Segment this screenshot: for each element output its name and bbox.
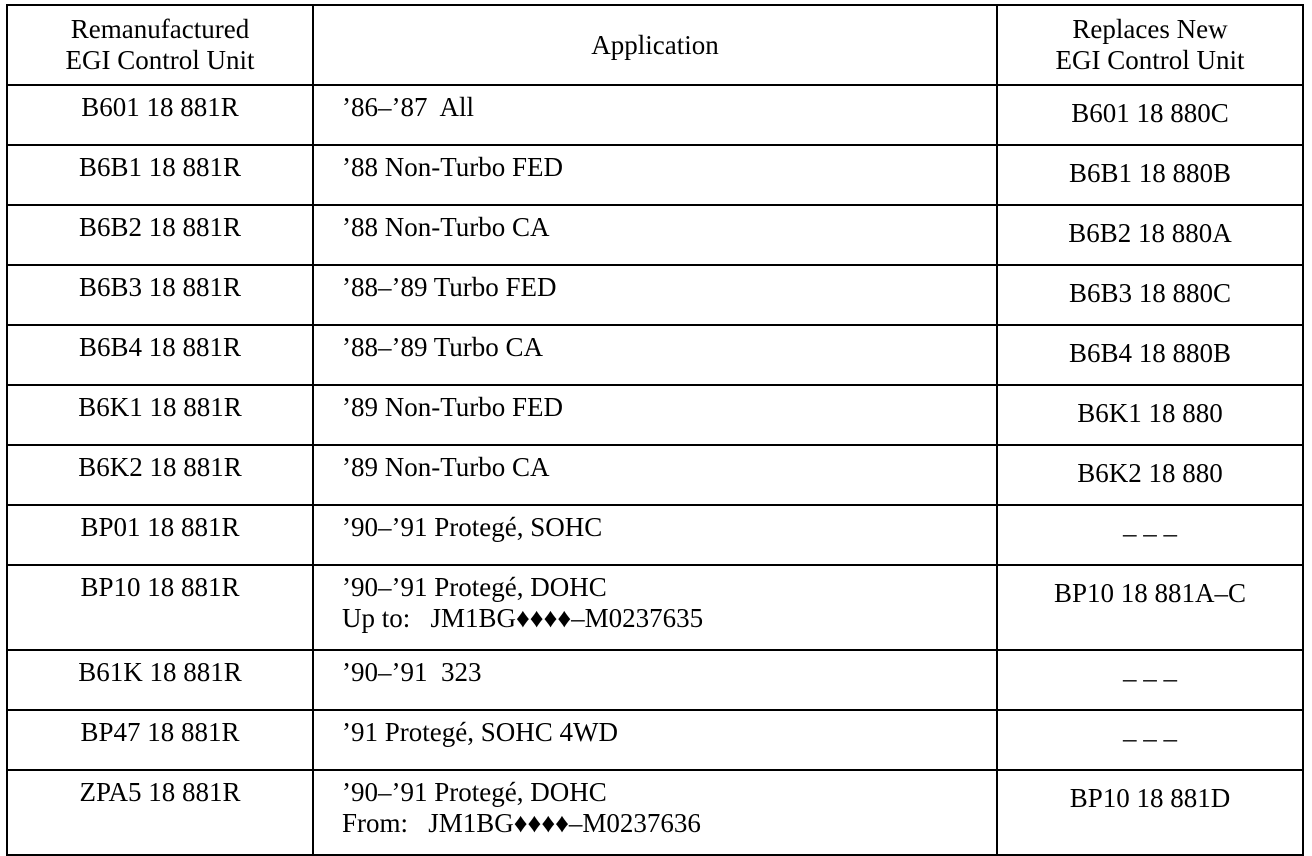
part-number-cell: ZPA5 18 881R xyxy=(7,770,313,855)
replaces-cell: B6B2 18 880A xyxy=(997,205,1303,265)
table-row xyxy=(7,385,1303,445)
replaces-cell: B6K2 18 880 xyxy=(997,445,1303,505)
application-line: ’88–’89 Turbo FED xyxy=(342,272,557,302)
header-replaces-line-2: EGI Control Unit xyxy=(1055,45,1245,75)
part-number-cell: BP10 18 881R xyxy=(7,565,313,650)
part-number-cell: B6B3 18 881R xyxy=(7,265,313,325)
replaces-cell: – – – xyxy=(997,710,1303,770)
replaces-cell: B601 18 880C xyxy=(997,85,1303,145)
application-cell xyxy=(313,505,997,565)
application-vin-range-line: From: JM1BG♦♦♦♦–M0237636 xyxy=(342,808,701,838)
application-line: ’91 Protegé, SOHC 4WD xyxy=(342,717,618,747)
replaces-cell: B6B4 18 880B xyxy=(997,325,1303,385)
application-cell xyxy=(313,650,997,710)
application-line: ’90–’91 Protegé, DOHC xyxy=(342,572,607,602)
replaces-cell: BP10 18 881D xyxy=(997,770,1303,855)
part-number-cell: B601 18 881R xyxy=(7,85,313,145)
part-number-cell: B61K 18 881R xyxy=(7,650,313,710)
part-number-cell: B6B1 18 881R xyxy=(7,145,313,205)
application-cell xyxy=(313,385,997,445)
application-cell xyxy=(313,85,997,145)
replaces-cell: B6B1 18 880B xyxy=(997,145,1303,205)
header-replaces-line-1: Replaces New xyxy=(1072,14,1228,44)
table-row xyxy=(7,445,1303,505)
application-line: ’86–’87 All xyxy=(342,92,474,122)
egi-control-unit-table xyxy=(6,4,1304,856)
application-line: ’88–’89 Turbo CA xyxy=(342,332,544,362)
table-row xyxy=(7,505,1303,565)
replaces-cell: B6B3 18 880C xyxy=(997,265,1303,325)
table-row xyxy=(7,710,1303,770)
application-vin-range-line: Up to: JM1BG♦♦♦♦–M0237635 xyxy=(342,603,704,633)
part-number-cell: B6K1 18 881R xyxy=(7,385,313,445)
application-line: ’90–’91 Protegé, SOHC xyxy=(342,512,603,542)
application-cell xyxy=(313,710,997,770)
header-remanufactured-line-2: EGI Control Unit xyxy=(65,45,255,75)
header-replaces xyxy=(997,5,1303,85)
replaces-cell: B6K1 18 880 xyxy=(997,385,1303,445)
table-row xyxy=(7,325,1303,385)
application-line: ’89 Non-Turbo FED xyxy=(342,392,564,422)
part-number-cell: B6B2 18 881R xyxy=(7,205,313,265)
application-line: ’90–’91 323 xyxy=(342,657,482,687)
application-cell xyxy=(313,770,997,855)
application-line: ’88 Non-Turbo CA xyxy=(342,212,550,242)
replaces-cell: – – – xyxy=(997,505,1303,565)
header-row xyxy=(7,5,1303,85)
table-row xyxy=(7,205,1303,265)
application-line: ’90–’91 Protegé, DOHC xyxy=(342,777,607,807)
application-cell xyxy=(313,265,997,325)
table-row xyxy=(7,770,1303,855)
application-cell xyxy=(313,325,997,385)
application-cell xyxy=(313,205,997,265)
application-line: ’89 Non-Turbo CA xyxy=(342,452,550,482)
table-row xyxy=(7,265,1303,325)
header-remanufactured xyxy=(7,5,313,85)
replaces-cell: – – – xyxy=(997,650,1303,710)
application-line: ’88 Non-Turbo FED xyxy=(342,152,564,182)
application-cell xyxy=(313,565,997,650)
application-cell xyxy=(313,145,997,205)
header-application-line-1: Application xyxy=(591,29,719,60)
part-number-cell: BP01 18 881R xyxy=(7,505,313,565)
table-row xyxy=(7,650,1303,710)
table-row xyxy=(7,85,1303,145)
part-number-cell: B6K2 18 881R xyxy=(7,445,313,505)
table-row xyxy=(7,145,1303,205)
part-number-cell: B6B4 18 881R xyxy=(7,325,313,385)
application-cell xyxy=(313,445,997,505)
header-remanufactured-line-1: Remanufactured xyxy=(70,14,250,44)
table-row xyxy=(7,565,1303,650)
header-application xyxy=(313,5,997,85)
replaces-cell: BP10 18 881A–C xyxy=(997,565,1303,650)
part-number-cell: BP47 18 881R xyxy=(7,710,313,770)
